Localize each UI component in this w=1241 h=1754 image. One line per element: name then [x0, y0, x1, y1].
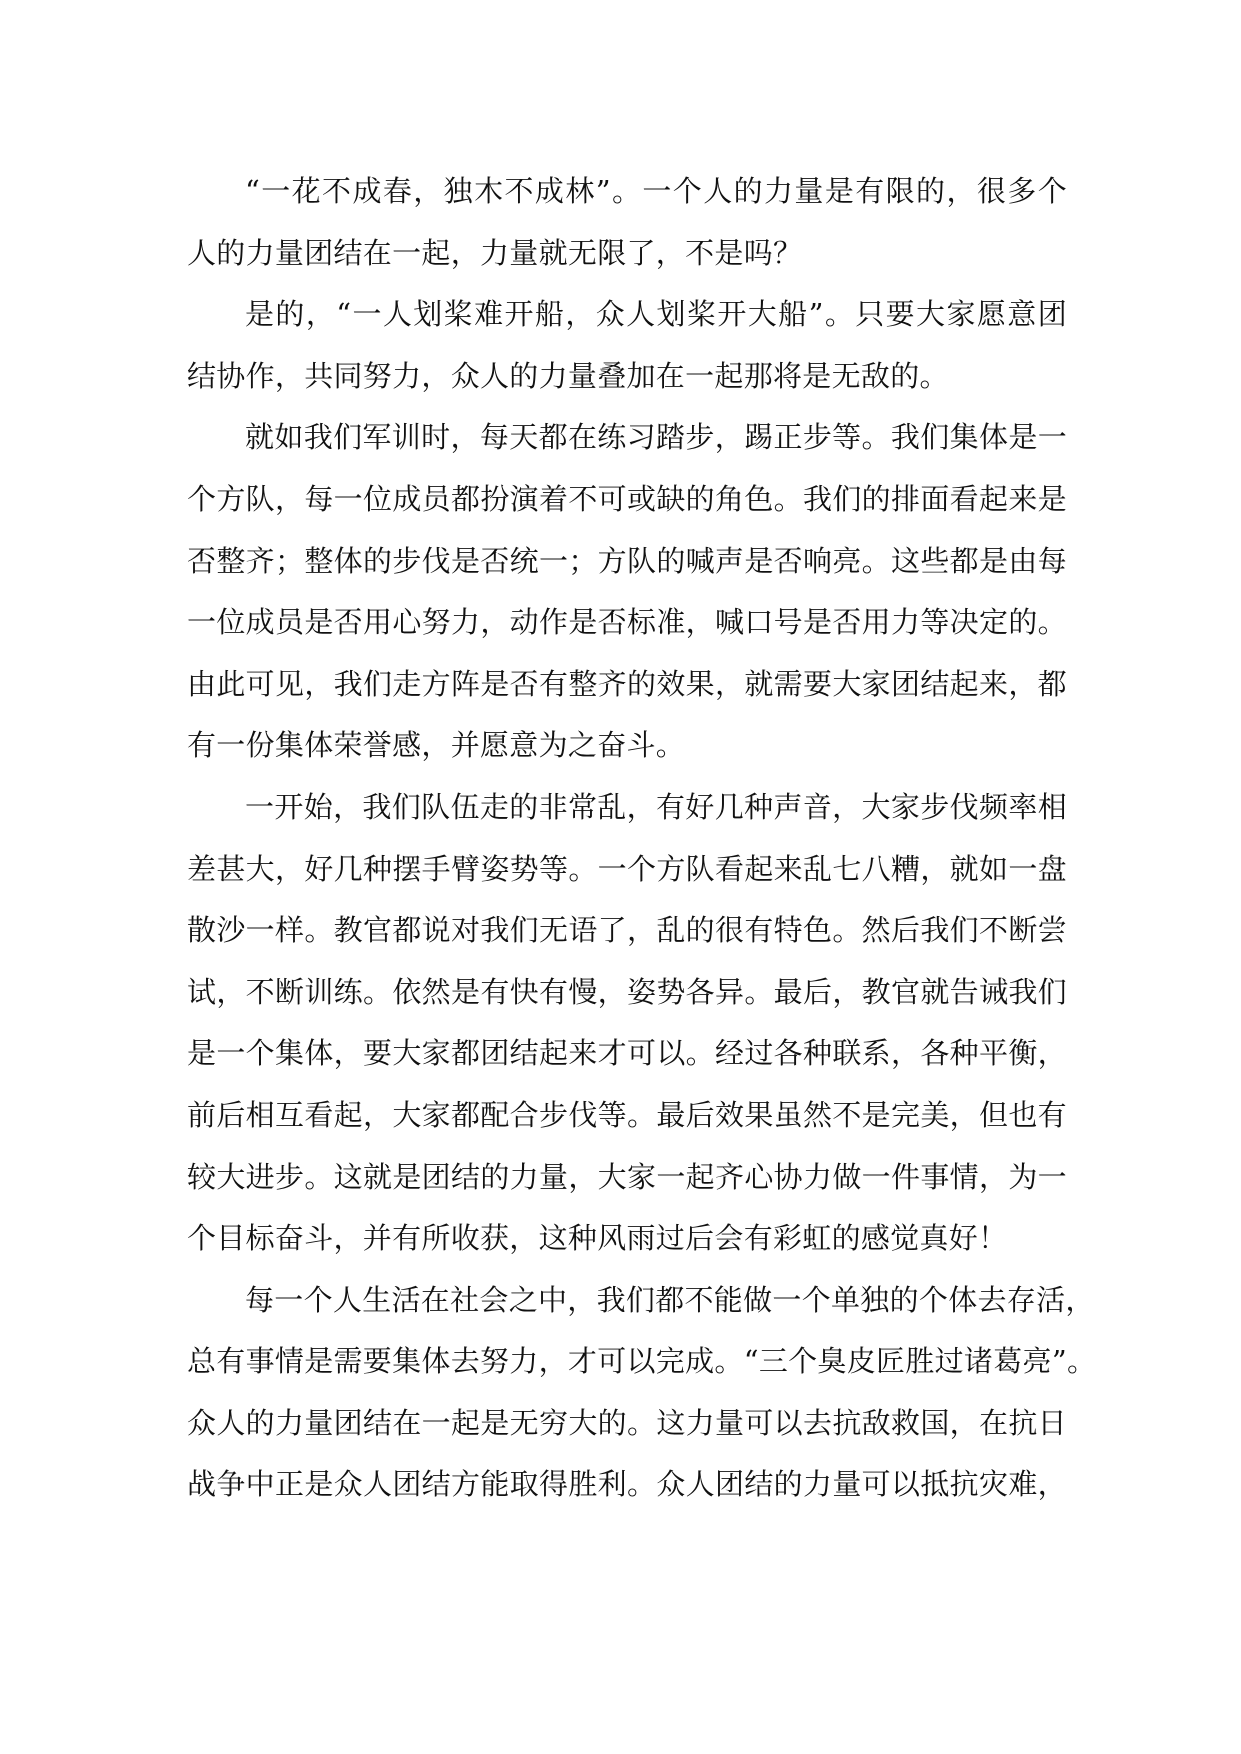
- text-line: 由此可见，我们走方阵是否有整齐的效果，就需要大家团结起来，都: [187, 666, 1067, 701]
- text-line: 每一个人生活在社会之中，我们都不能做一个单独的个体去存活，: [245, 1282, 1095, 1317]
- text-line: 是的，“一人划桨难开船，众人划桨开大船”。只要大家愿意团: [245, 297, 1067, 332]
- text-line: 一位成员是否用心努力，动作是否标准，喊口号是否用力等决定的。: [187, 605, 1067, 640]
- text-line: 否整齐；整体的步伐是否统一；方队的喊声是否响亮。这些都是由每: [187, 543, 1067, 578]
- document-body: [187, 161, 1097, 1516]
- text-line: 总有事情是需要集体去努力，才可以完成。“三个臭皮匠胜过诸葛亮”。: [187, 1344, 1097, 1379]
- text-line: 战争中正是众人团结方能取得胜利。众人团结的力量可以抵抗灾难，: [187, 1467, 1067, 1502]
- text-line: “一花不成春，独木不成林”。一个人的力量是有限的，很多个: [245, 174, 1067, 208]
- text-line: 结协作，共同努力，众人的力量叠加在一起那将是无敌的。: [187, 358, 949, 393]
- text-line: 人的力量团结在一起，力量就无限了，不是吗？: [187, 235, 803, 270]
- text-line: 前后相互看起，大家都配合步伐等。最后效果虽然不是完美，但也有: [187, 1097, 1067, 1132]
- text-line: 一开始，我们队伍走的非常乱，有好几种声音，大家步伐频率相: [245, 789, 1067, 824]
- text-line: 较大进步。这就是团结的力量，大家一起齐心协力做一件事情，为一: [187, 1159, 1067, 1194]
- text-line: 差甚大，好几种摆手臂姿势等。一个方队看起来乱七八糟，就如一盘: [187, 851, 1067, 886]
- text-line: 众人的力量团结在一起是无穷大的。这力量可以去抗敌救国，在抗日: [187, 1405, 1067, 1440]
- text-line: 散沙一样。教官都说对我们无语了，乱的很有特色。然后我们不断尝: [187, 913, 1067, 948]
- text-line: 试，不断训练。依然是有快有慢，姿势各异。最后，教官就告诫我们: [187, 974, 1067, 1009]
- text-line: 就如我们军训时，每天都在练习踏步，踢正步等。我们集体是一: [245, 420, 1067, 455]
- text-line: 有一份集体荣誉感，并愿意为之奋斗。: [187, 728, 686, 763]
- text-line: 个目标奋斗，并有所收获，这种风雨过后会有彩虹的感觉真好！: [187, 1221, 1008, 1256]
- text-line: 个方队，每一位成员都扮演着不可或缺的角色。我们的排面看起来是: [187, 481, 1067, 516]
- text-line: 是一个集体，要大家都团结起来才可以。经过各种联系，各种平衡，: [187, 1036, 1067, 1071]
